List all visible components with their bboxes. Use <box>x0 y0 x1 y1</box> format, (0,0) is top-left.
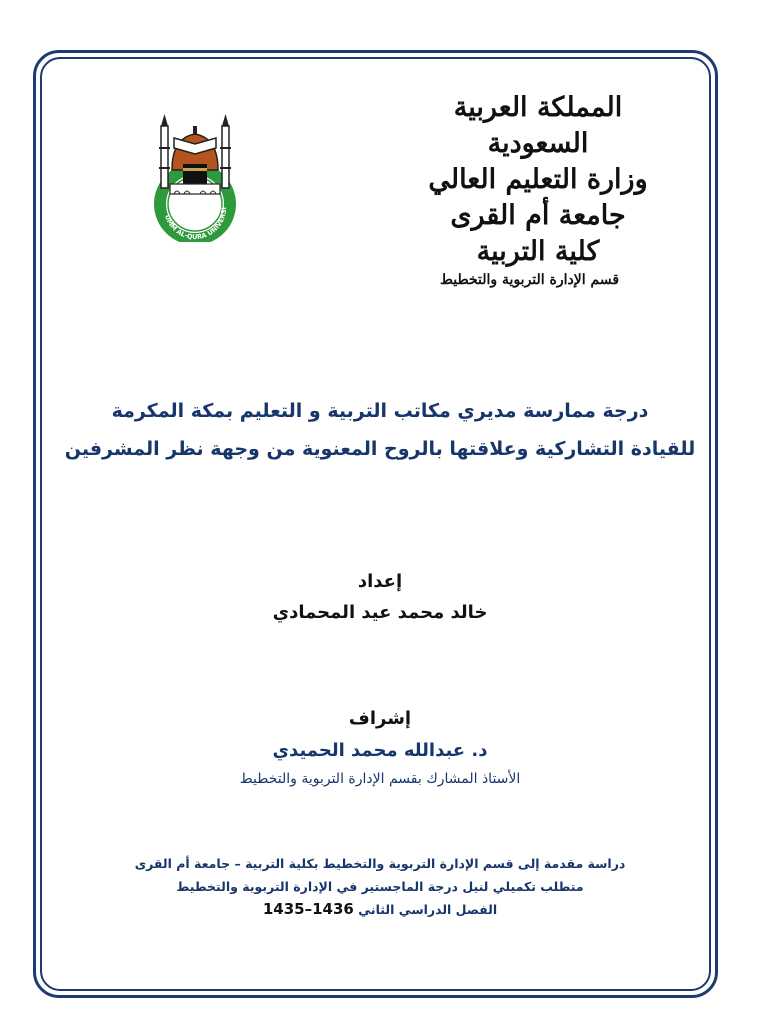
thesis-title-line-2: للقيادة التشاركية وعلاقتها بالروح المعنوية من وجهة نظر المشرفين <box>64 438 696 460</box>
university-name: جامعة أم القرى <box>450 200 626 231</box>
thesis-title-line-1: درجة ممارسة مديري مكاتب التربية و التعليم بمكة المكرمة <box>111 400 649 422</box>
thesis-title <box>60 392 700 468</box>
department-name: قسم الإدارة التربوية والتخطيط <box>440 272 620 288</box>
study-year: 1435–1436 <box>262 900 354 918</box>
supervisor-label: إشراف <box>348 708 412 729</box>
study-semester: الفصل الدراسي الثاني <box>358 902 498 917</box>
study-line-1: دراسة مقدمة إلى قسم الإدارة التربوية والتخطيط بكلية التربية – جامعة أم القرى <box>134 856 626 871</box>
ministry-name: وزارة التعليم العالي <box>428 164 648 195</box>
institution-header <box>418 90 658 288</box>
study-semester-line <box>60 898 700 921</box>
kingdom-name: المملكة العربية السعودية <box>453 92 623 159</box>
study-statement <box>60 852 700 921</box>
author-section <box>60 568 700 630</box>
university-logo <box>150 108 240 242</box>
study-line-2: متطلب تكميلي لنيل درجة الماجستير في الإدارة التربوية والتخطيط <box>176 879 584 894</box>
supervisor-section <box>60 704 700 790</box>
author-name: خالد محمد عيد المحمادي <box>272 602 488 623</box>
logo-ring-text: UMM AL-QURA UNIVERSI <box>162 207 229 242</box>
college-name: كلية التربية <box>476 236 600 267</box>
author-label: إعداد <box>357 571 403 592</box>
supervisor-name: د. عبدالله محمد الحميدي <box>272 740 488 761</box>
supervisor-title: الأستاذ المشارك بقسم الإدارة التربوية والتخطيط <box>239 771 521 787</box>
